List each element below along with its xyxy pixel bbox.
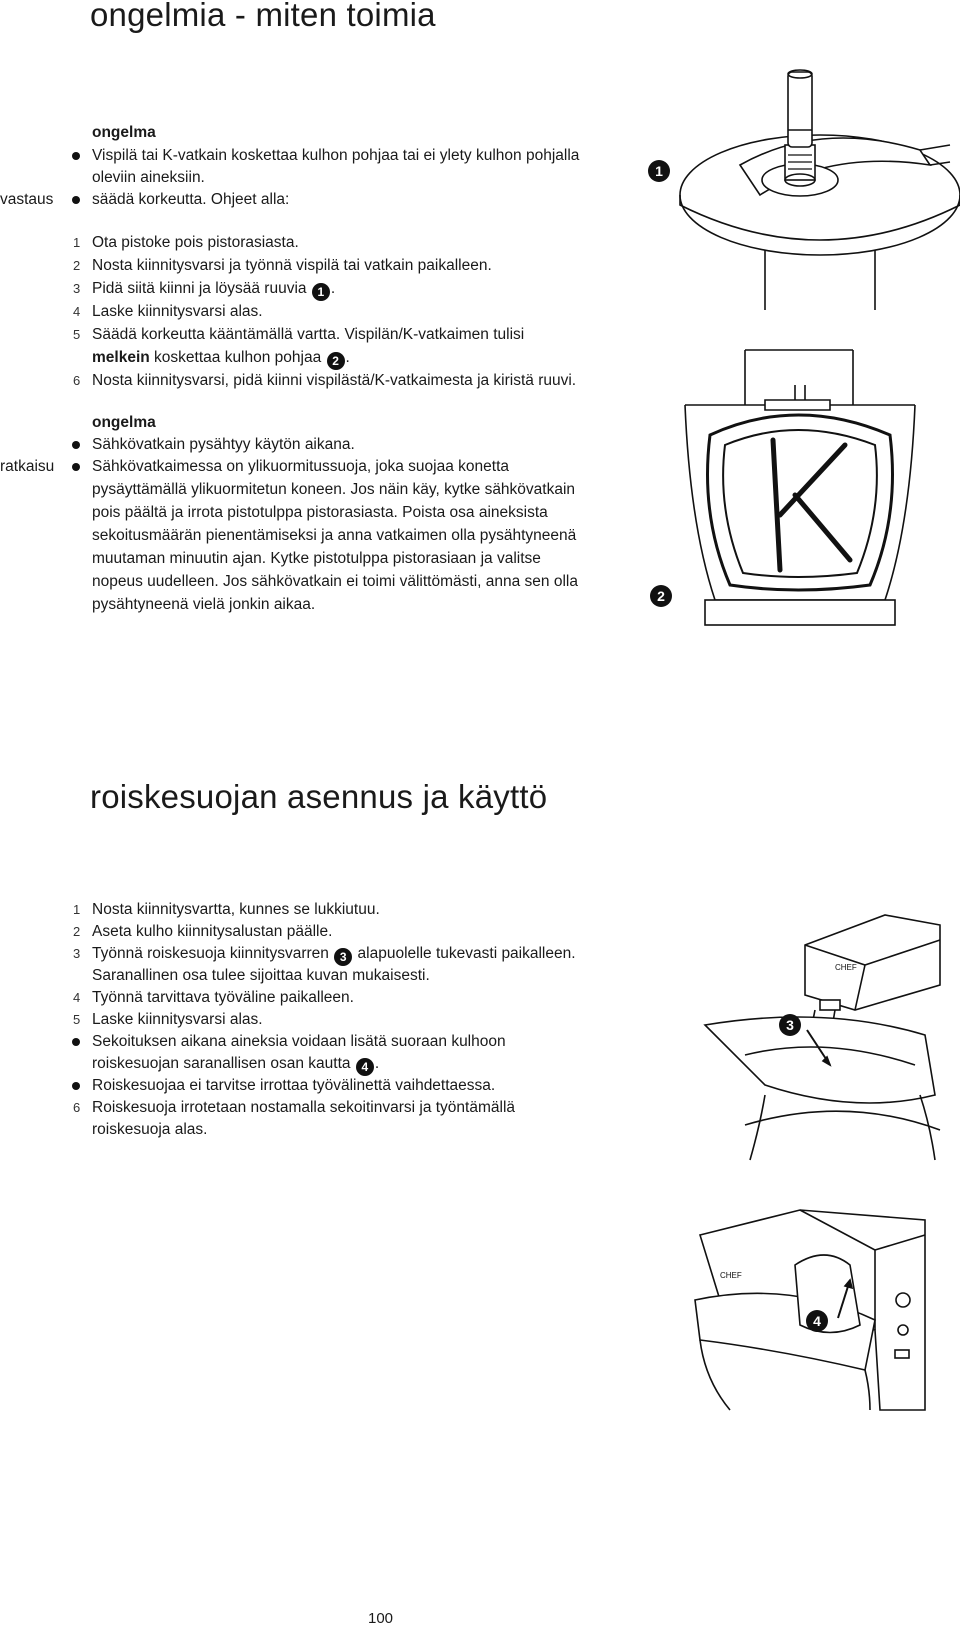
solution-line: pysähtyneenä vielä jonkin aikaa. xyxy=(92,596,316,613)
figure-4-label: 4 xyxy=(806,1310,828,1332)
step-text xyxy=(92,278,335,301)
step-text: Nosta kiinnitysvarsi ja työnnä vispilä tai vatkain paikalleen. xyxy=(92,257,492,274)
step-text-cont xyxy=(92,347,350,370)
step-text-cont: roiskesuoja alas. xyxy=(92,1121,208,1138)
step-suffix: . xyxy=(330,280,336,297)
step-suffix: . xyxy=(374,1055,380,1072)
problem-text-cont: oleviin aineksiin. xyxy=(92,169,205,186)
figure-ref-2-icon: 2 xyxy=(327,352,345,370)
solution-line: pysäyttämällä ylikuormitetun koneen. Jos näin käy, kytke sähkövatkain xyxy=(92,481,576,498)
answer-text: säädä korkeutta. Ohjeet alla: xyxy=(92,191,290,208)
bullet-icon xyxy=(72,152,80,160)
figure-ref-3-icon: 3 xyxy=(334,948,352,966)
figure-1-wrench-adjustment xyxy=(680,70,950,310)
figure-ref-4-icon: 4 xyxy=(356,1058,374,1076)
emphasis-text: melkein xyxy=(92,349,150,366)
step-text-cont: Saranallinen osa tulee sijoittaa kuvan mukaisesti. xyxy=(92,967,430,984)
step-number: 6 xyxy=(73,1100,81,1115)
step-text: Laske kiinnitysvarsi alas. xyxy=(92,1011,263,1028)
step-text xyxy=(92,943,576,966)
step-text: Nosta kiinnitysvarsi, pidä kiinni vispilästä/K-vatkaimesta ja kiristä ruuvi. xyxy=(92,372,577,389)
step-number: 5 xyxy=(73,327,81,342)
answer-label: vastaus xyxy=(0,191,54,208)
bullet-icon xyxy=(72,1038,80,1046)
section-title-splash-guard: roiskesuojan asennus ja käyttö xyxy=(90,778,548,815)
step-text: Aseta kulho kiinnitysalustan päälle. xyxy=(92,923,333,940)
step-text-main: roiskesuojan saranallisen osan kautta xyxy=(92,1055,351,1072)
step-number: 2 xyxy=(73,258,81,273)
bullet-icon xyxy=(72,441,80,449)
step-text: Työnnä tarvittava työväline paikalleen. xyxy=(92,989,354,1006)
problem-text: Sähkövatkain pysähtyy käytön aikana. xyxy=(92,436,355,453)
step-number: 3 xyxy=(73,946,81,961)
step-suffix: alapuolelle tukevasti paikalleen. xyxy=(353,945,576,962)
bullet-icon xyxy=(72,463,80,471)
solution-label: ratkaisu xyxy=(0,458,55,475)
step-text-main: Työnnä roiskesuoja kiinnitysvarren xyxy=(92,945,329,962)
step-number: 5 xyxy=(73,1012,81,1027)
bullet-text: Sekoituksen aikana aineksia voidaan lisätä suoraan kulhoon xyxy=(92,1033,506,1050)
step-text: Nosta kiinnitysvartta, kunnes se lukkiutuu. xyxy=(92,901,380,918)
svg-text:CHEF: CHEF xyxy=(835,963,857,972)
figure-1-label: 1 xyxy=(648,160,670,182)
step-number: 6 xyxy=(73,373,81,388)
step-number: 2 xyxy=(73,924,81,939)
step-text-main: Pidä siitä kiinni ja löysää ruuvia xyxy=(92,280,307,297)
step-suffix: . xyxy=(345,349,350,366)
step-number: 3 xyxy=(73,281,81,296)
figure-2-label: 2 xyxy=(650,585,672,607)
problem-heading: ongelma xyxy=(92,124,156,141)
step-text: Ota pistoke pois pistorasiasta. xyxy=(92,234,299,251)
bullet-icon xyxy=(72,196,80,204)
step-number: 1 xyxy=(73,902,81,917)
step-text-main: koskettaa kulhon pohjaa xyxy=(149,349,322,366)
step-number: 4 xyxy=(73,304,81,319)
solution-line: muutaman minuutin ajan. Kytke pistotulppa pistorasiaan ja valitse xyxy=(92,550,541,567)
svg-text:CHEF: CHEF xyxy=(720,1271,742,1280)
solution-line: pois päältä ja irrota pistotulppa pistorasiasta. Poista osa aineksista xyxy=(92,504,548,521)
problem-heading: ongelma xyxy=(92,414,156,431)
step-number: 1 xyxy=(73,235,81,250)
step-text: Laske kiinnitysvarsi alas. xyxy=(92,303,263,320)
page-number: 100 xyxy=(368,1610,394,1627)
figure-3-label: 3 xyxy=(779,1014,801,1036)
step-text: Säädä korkeutta kääntämällä vartta. Vispilän/K-vatkaimen tulisi xyxy=(92,326,525,343)
section-title-troubleshooting: ongelmia - miten toimia xyxy=(90,0,436,33)
solution-line: sekoitusmäärän pienentämiseksi ja anna vatkaimen olla pysähtyneenä xyxy=(92,527,577,544)
step-number: 4 xyxy=(73,990,81,1005)
figure-ref-1-icon: 1 xyxy=(312,283,330,301)
solution-line: Sähkövatkaimessa on ylikuormitussuoja, joka suojaa konetta xyxy=(92,458,510,475)
figure-3-splash-guard-fitting xyxy=(705,915,940,1160)
bullet-icon xyxy=(72,1082,80,1090)
problem-text: Vispilä tai K-vatkain koskettaa kulhon pohjaa tai ei ylety kulhon pohjalla xyxy=(92,147,580,164)
bullet-text-cont xyxy=(92,1053,379,1076)
bullet-text: Roiskesuojaa ei tarvitse irrottaa työvälinettä vaihdettaessa. xyxy=(92,1077,496,1094)
step-text: Roiskesuoja irrotetaan nostamalla sekoitinvarsi ja työntämällä xyxy=(92,1099,516,1116)
figure-2-bowl-k-beater xyxy=(685,345,915,635)
solution-line: nopeus uudelleen. Jos sähkövatkain ei toimi välittömästi, anna sen olla xyxy=(92,573,578,590)
